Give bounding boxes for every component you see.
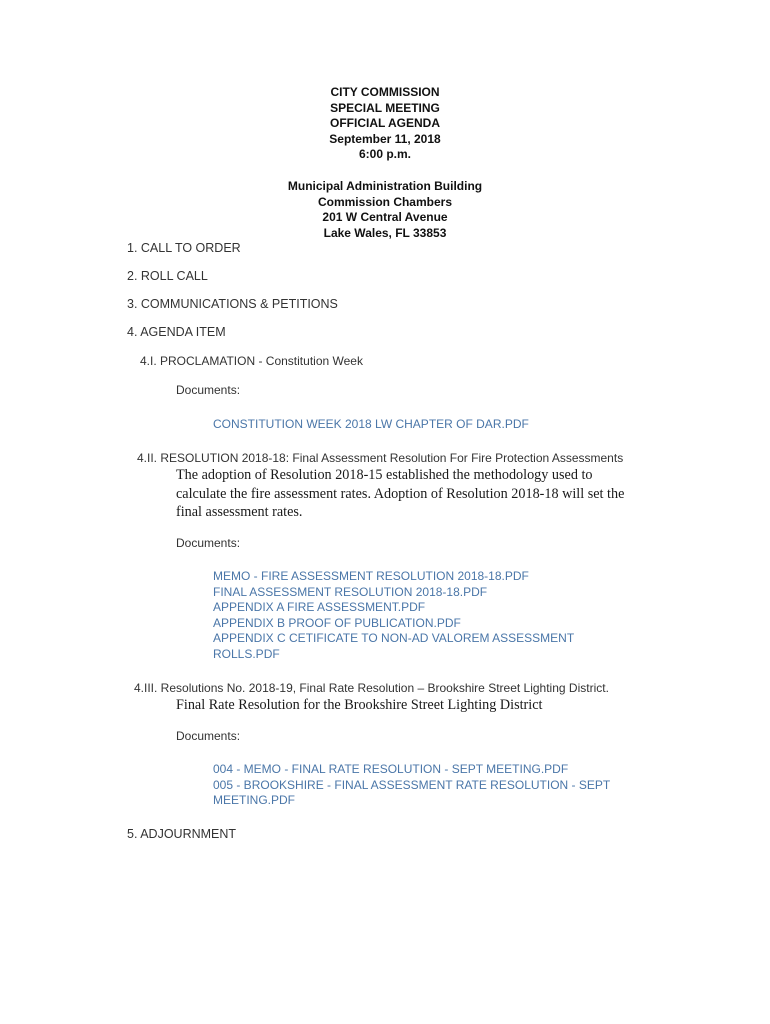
location-line: Lake Wales, FL 33853 [323, 225, 447, 240]
item-description [176, 466, 624, 522]
location-line: Commission Chambers [317, 194, 453, 209]
description-line: final assessment rates. [176, 504, 303, 520]
meeting-time: 6:00 p.m. [358, 147, 412, 162]
header-line: OFFICIAL AGENDA [330, 116, 440, 131]
document-link[interactable]: APPENDIX A FIRE ASSESSMENT.PDF [213, 600, 426, 614]
section-communications: 3. COMMUNICATIONS & PETITIONS [127, 297, 338, 311]
documents-label: Documents: [176, 729, 241, 743]
document-link[interactable]: 004 - MEMO - FINAL RATE RESOLUTION - SEPT MEETING.PDF [213, 762, 569, 776]
agenda-header [0, 85, 770, 163]
header-line: SPECIAL MEETING [330, 100, 440, 115]
documents-list [213, 762, 610, 809]
documents-label: Documents: [176, 383, 241, 397]
description-line: The adoption of Resolution 2018-15 established the methodology used to [176, 467, 593, 483]
header-line: CITY COMMISSION [330, 85, 440, 99]
description-line: Final Rate Resolution for the Brookshire Street Lighting District [176, 697, 543, 713]
document-link[interactable]: APPENDIX C CETIFICATE TO NON-AD VALOREM ASSESSMENT [213, 631, 575, 645]
section-agenda-item: 4. AGENDA ITEM [127, 325, 226, 339]
documents-list [213, 569, 574, 662]
location-line: 201 W Central Avenue [322, 210, 448, 225]
documents-label: Documents: [176, 536, 241, 550]
item-title: 4.II. RESOLUTION 2018-18: Final Assessment Resolution For Fire Protection Assessments [137, 451, 624, 465]
item-title: 4.I. PROCLAMATION - Constitution Week [140, 354, 363, 368]
document-link[interactable]: MEETING.PDF [213, 793, 296, 807]
section-roll-call: 2. ROLL CALL [127, 269, 208, 283]
description-line: calculate the fire assessment rates. Adoption of Resolution 2018-18 will set the [176, 485, 625, 502]
document-link[interactable]: CONSTITUTION WEEK 2018 LW CHAPTER OF DAR.PDF [213, 417, 529, 431]
meeting-date: September 11, 2018 [329, 131, 441, 146]
item-description [176, 696, 542, 715]
document-link[interactable]: 005 - BROOKSHIRE - FINAL ASSESSMENT RATE RESOLUTION - SEPT [213, 777, 611, 792]
section-adjournment: 5. ADJOURNMENT [127, 827, 237, 841]
document-link[interactable]: FINAL ASSESSMENT RESOLUTION 2018-18.PDF [213, 584, 488, 599]
section-call-to-order: 1. CALL TO ORDER [127, 241, 241, 255]
documents-list [213, 417, 529, 433]
meeting-location [0, 179, 770, 241]
location-line: Municipal Administration Building [287, 179, 483, 193]
document-link[interactable]: ROLLS.PDF [213, 646, 280, 661]
document-link[interactable]: APPENDIX B PROOF OF PUBLICATION.PDF [213, 615, 461, 630]
document-link[interactable]: MEMO - FIRE ASSESSMENT RESOLUTION 2018-18.PDF [213, 569, 529, 583]
item-title: 4.III. Resolutions No. 2018-19, Final Rate Resolution – Brookshire Street Lighting District. [134, 681, 609, 695]
